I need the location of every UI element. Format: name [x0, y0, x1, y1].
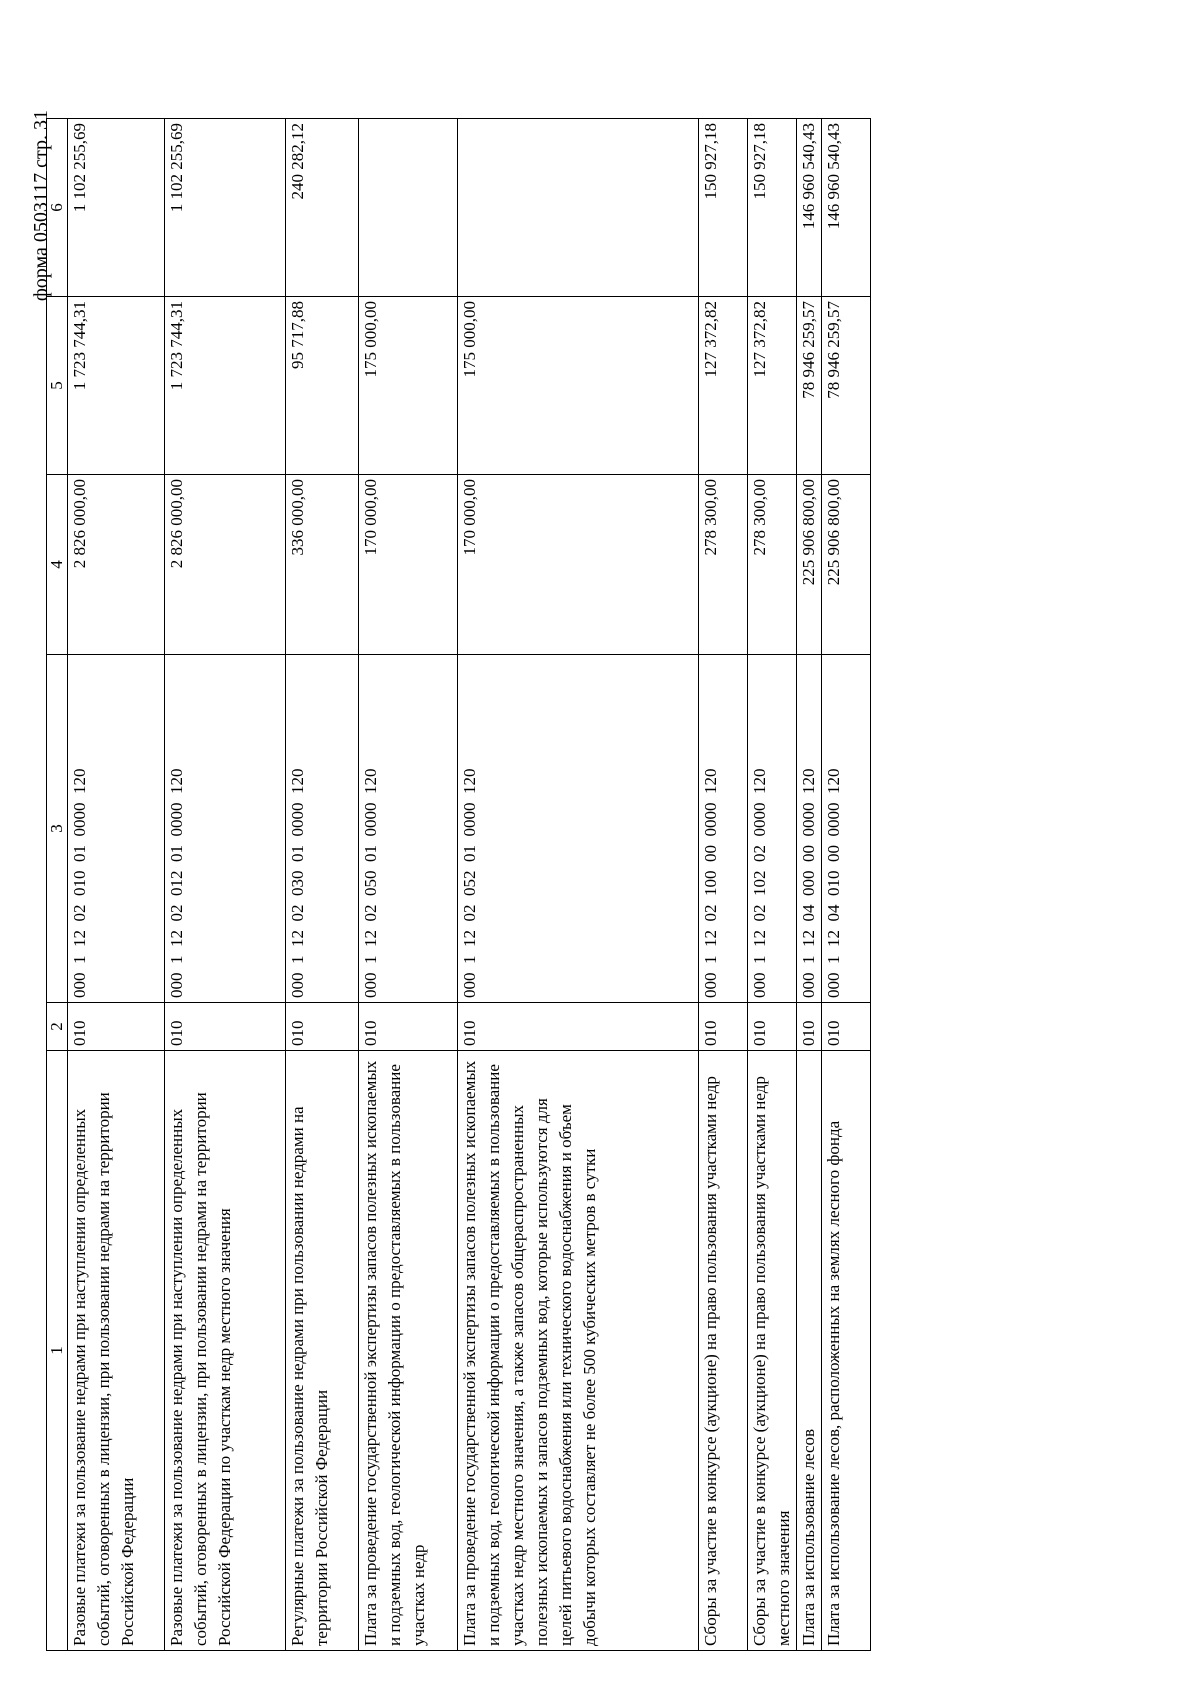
line-code: 010	[458, 1003, 699, 1051]
executed-amount: 175 000,00	[359, 297, 458, 475]
income-name: Сборы за участие в конкурсе (аукционе) на право пользования участками недр местного значения	[748, 1051, 797, 1651]
table-row	[797, 119, 822, 1651]
line-code: 010	[68, 1003, 165, 1051]
budget-classification-code: 000 1 12 04 010 00 0000 120	[822, 655, 871, 1003]
income-name: Сборы за участие в конкурсе (аукционе) на право пользования участками недр	[699, 1051, 748, 1651]
column-header: 3	[47, 655, 68, 1003]
approved-amount: 2 826 000,00	[68, 475, 165, 655]
table-row	[458, 119, 699, 1651]
form-header: форма 0503117 стр. 31	[30, 110, 52, 302]
unexecuted-amount: 146 960 540,43	[797, 119, 822, 297]
approved-amount: 170 000,00	[458, 475, 699, 655]
budget-classification-code: 000 1 12 02 012 01 0000 120	[165, 655, 286, 1003]
column-header: 5	[47, 297, 68, 475]
column-header: 6	[47, 119, 68, 297]
table-row	[699, 119, 748, 1651]
approved-amount: 170 000,00	[359, 475, 458, 655]
executed-amount: 78 946 259,57	[797, 297, 822, 475]
column-header: 1	[47, 1051, 68, 1651]
line-code: 010	[797, 1003, 822, 1051]
income-name: Плата за использование лесов	[797, 1051, 822, 1651]
executed-amount: 1 723 744,31	[68, 297, 165, 475]
unexecuted-amount: 150 927,18	[748, 119, 797, 297]
unexecuted-amount: 1 102 255,69	[165, 119, 286, 297]
line-code: 010	[748, 1003, 797, 1051]
income-name: Регулярные платежи за пользование недрами при пользовании недрами на территории Российской Федерации	[286, 1051, 359, 1651]
unexecuted-amount: 240 282,12	[286, 119, 359, 297]
income-name: Плата за использование лесов, расположенных на землях лесного фонда	[822, 1051, 871, 1651]
report-table	[46, 118, 871, 1651]
unexecuted-amount: 1 102 255,69	[68, 119, 165, 297]
line-code: 010	[822, 1003, 871, 1051]
unexecuted-amount: 146 960 540,43	[822, 119, 871, 297]
table-row	[359, 119, 458, 1651]
executed-amount: 175 000,00	[458, 297, 699, 475]
budget-classification-code: 000 1 12 02 052 01 0000 120	[458, 655, 699, 1003]
executed-amount: 78 946 259,57	[822, 297, 871, 475]
budget-classification-code: 000 1 12 04 000 00 0000 120	[797, 655, 822, 1003]
executed-amount: 1 723 744,31	[165, 297, 286, 475]
approved-amount: 278 300,00	[748, 475, 797, 655]
income-name: Разовые платежи за пользование недрами при наступлении определенных событий, оговоренных в лицензии, при пользовании недрами на территории Российской Федерации	[68, 1051, 165, 1651]
column-number-row	[47, 119, 68, 1651]
line-code: 010	[286, 1003, 359, 1051]
budget-classification-code: 000 1 12 02 030 01 0000 120	[286, 655, 359, 1003]
unexecuted-amount	[359, 119, 458, 297]
column-header: 4	[47, 475, 68, 655]
column-header: 2	[47, 1003, 68, 1051]
unexecuted-amount: 150 927,18	[699, 119, 748, 297]
executed-amount: 127 372,82	[699, 297, 748, 475]
approved-amount: 225 906 800,00	[822, 475, 871, 655]
approved-amount: 336 000,00	[286, 475, 359, 655]
table-row	[286, 119, 359, 1651]
budget-classification-code: 000 1 12 02 102 02 0000 120	[748, 655, 797, 1003]
executed-amount: 127 372,82	[748, 297, 797, 475]
executed-amount: 95 717,88	[286, 297, 359, 475]
unexecuted-amount	[458, 119, 699, 297]
approved-amount: 278 300,00	[699, 475, 748, 655]
table-row	[165, 119, 286, 1651]
line-code: 010	[359, 1003, 458, 1051]
table-row	[68, 119, 165, 1651]
approved-amount: 2 826 000,00	[165, 475, 286, 655]
budget-classification-code: 000 1 12 02 010 01 0000 120	[68, 655, 165, 1003]
income-name: Плата за проведение государственной экспертизы запасов полезных ископаемых и подземных вод, геологической информации о предоставляемых в пользование участках недр	[359, 1051, 458, 1651]
table-row	[822, 119, 871, 1651]
income-name: Разовые платежи за пользование недрами при наступлении определенных событий, оговоренных в лицензии, при пользовании недрами на территории Российской Федерации по участкам недр местного значения	[165, 1051, 286, 1651]
income-name: Плата за проведение государственной экспертизы запасов полезных ископаемых и подземных вод, геологической информации о предоставляемых в пользование участках недр местного значения, а также запасов общераспространенных полезных ископаемых и запасов подземных вод, которые используются для целей питьевого водоснабжения или технического водоснабжения и объем добычи которых составляет не более 500 кубических метров в сутки	[458, 1051, 699, 1651]
line-code: 010	[699, 1003, 748, 1051]
line-code: 010	[165, 1003, 286, 1051]
table-row	[748, 119, 797, 1651]
budget-classification-code: 000 1 12 02 100 00 0000 120	[699, 655, 748, 1003]
budget-classification-code: 000 1 12 02 050 01 0000 120	[359, 655, 458, 1003]
approved-amount: 225 906 800,00	[797, 475, 822, 655]
